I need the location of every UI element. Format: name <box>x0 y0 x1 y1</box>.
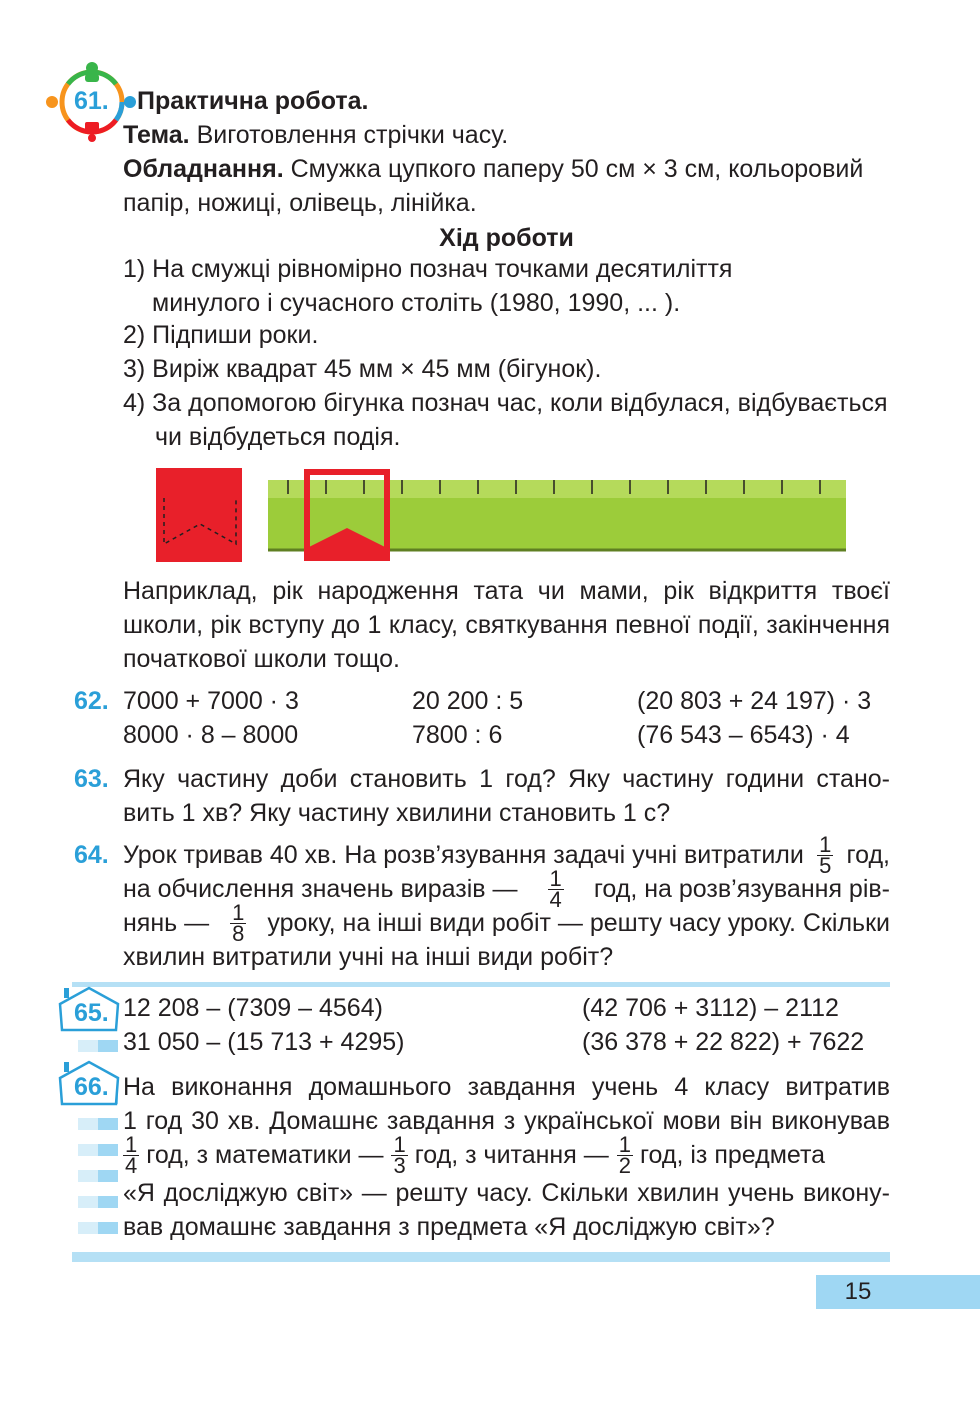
exercise-65-number: 65. <box>74 999 109 1027</box>
step-4: 4) За допомогою бігунка познач час, коли відбулася, відбувається <box>123 389 888 417</box>
exercise-64-number: 64. <box>74 841 109 869</box>
exercise-64-line-3: нянь — $\frac{1}{8}$ уроку, на інші види робіт — решту часу уроку. Скільки <box>123 899 890 946</box>
expr-62-r2c1: 8000 · 8 – 8000 <box>123 721 299 749</box>
exercise-61-theme: Тема. Виготовлення стрічки часу. <box>123 121 509 149</box>
expr-62-r1c2: 20 200 : 5 <box>412 687 524 715</box>
exercise-61-title: Практична робота. <box>137 87 369 115</box>
slider-cutout-illustration <box>156 468 242 562</box>
exercise-66-line-3: $\frac{1}{4}$ год, з математики — $\frac{1}{3}$ год, з читання — $\frac{1}{2}$ год, із предмета <box>125 1131 826 1178</box>
step-2: 2) Підпиши роки. <box>123 321 319 349</box>
exercise-63-line-2: вить 1 хв? Яку частину хвилини становить 1 с? <box>123 799 671 827</box>
expr-65-r1c2: (42 706 + 3112) – 2112 <box>582 994 839 1022</box>
expr-62-r1c1: 7000 + 7000 · 3 <box>123 687 299 715</box>
exercise-63-line-1: Яку частину доби становить 1 год? Яку частину години стано- <box>123 765 890 793</box>
exercise-63-number: 63. <box>74 765 109 793</box>
fraction-1-3: $\frac{1}{3}$ <box>393 1131 406 1178</box>
exercise-66-line-2: 1 год 30 хв. Домашнє завдання з української мови він виконував <box>123 1107 890 1135</box>
exercise-61-equipment-cont: папір, ножиці, олівець, лінійка. <box>123 189 477 217</box>
exercise-66-line-1: На виконання домашнього завдання учень 4 класу витратив <box>123 1073 890 1101</box>
fraction-1-4: $\frac{1}{4}$ <box>125 1131 138 1178</box>
step-1: 1) На смужці рівномірно познач точками десятиліття <box>123 255 733 283</box>
example-line-2: школи, рік вступу до 1 класу, святкування певної події, закінчення <box>123 611 890 639</box>
exercise-64-line-1: Урок тривав 40 хв. На розв’язування задачі учні витратили $\frac{1}{5}$ год, <box>123 831 890 878</box>
expr-62-r2c3: (76 543 – 6543) · 4 <box>637 721 850 749</box>
expr-62-r2c2: 7800 : 6 <box>412 721 503 749</box>
workflow-heading: Хід роботи <box>439 224 574 252</box>
example-line-1: Наприклад, рік народження тата чи мами, рік відкриття твоєї <box>123 577 890 605</box>
fraction-1-5: $\frac{1}{5}$ <box>819 831 832 878</box>
exercise-62-number: 62. <box>74 687 109 715</box>
exercise-66-number: 66. <box>74 1073 109 1101</box>
exercise-61-number: 61. <box>74 87 109 115</box>
expr-62-r1c3: (20 803 + 24 197) · 3 <box>637 687 872 715</box>
exercise-66-line-4: «Я досліджую світ» — решту часу. Скільки хвилин учень викону- <box>123 1179 890 1207</box>
time-ruler-illustration <box>268 468 848 562</box>
expr-65-r2c2: (36 378 + 22 822) + 7622 <box>582 1028 865 1056</box>
step-1-cont: минулого і сучасного століть (1980, 1990, ... ). <box>152 289 681 317</box>
fraction-1-8: $\frac{1}{8}$ <box>232 899 245 946</box>
page-number: 15 <box>844 1278 872 1305</box>
step-4-cont: чи відбудеться подія. <box>155 423 401 451</box>
example-line-3: початкової школи тощо. <box>123 645 400 673</box>
step-3: 3) Виріж квадрат 45 мм × 45 мм (бігунок). <box>123 355 602 383</box>
exercise-64-line-2: на обчислення значень виразів — $\frac{1}{4}$ год, на розв’язування рів- <box>123 865 890 912</box>
expr-65-r2c1: 31 050 – (15 713 + 4295) <box>123 1028 405 1056</box>
expr-65-r1c1: 12 208 – (7309 – 4564) <box>123 994 383 1022</box>
fraction-1-4: $\frac{1}{4}$ <box>549 865 562 912</box>
exercise-66-line-5: вав домашнє завдання з предмета «Я досліджую світ»? <box>123 1213 775 1241</box>
exercise-61-equipment: Обладнання. Смужка цупкого паперу 50 см × 3 см, кольоровий <box>123 155 864 183</box>
exercise-64-line-4: хвилин витратили учні на інші види робіт? <box>123 943 614 971</box>
fraction-1-2: $\frac{1}{2}$ <box>618 1131 631 1178</box>
